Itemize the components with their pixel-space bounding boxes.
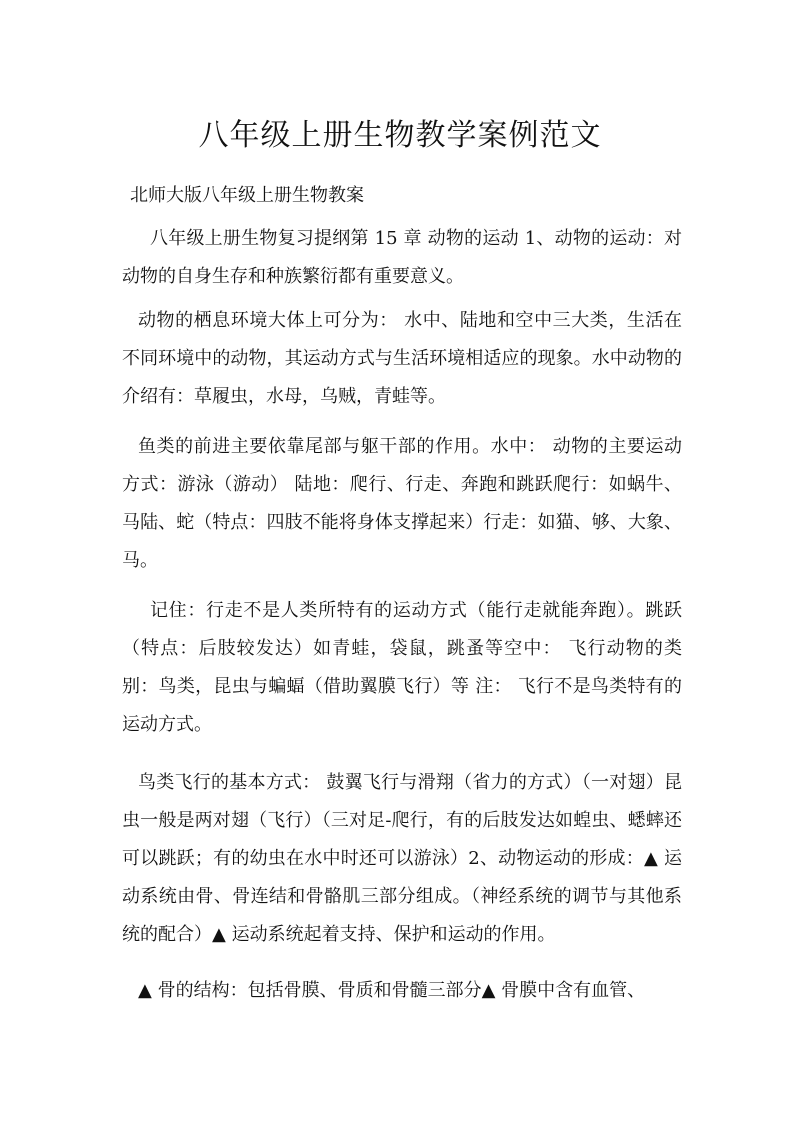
paragraph-1: 八年级上册生物复习提纲第 15 章 动物的运动 1、动物的运动：对动物的自身生存和种族繁衍都有重要意义。: [122, 228, 682, 287]
document-title: 八年级上册生物教学案例范文: [198, 118, 602, 153]
document-subtitle: 北师大版八年级上册生物教案: [130, 185, 364, 206]
paragraph-6: ▲ 骨的结构：包括骨膜、骨质和骨髓三部分▲ 骨膜中含有血管、: [138, 980, 646, 1001]
paragraph-3: 鱼类的前进主要依靠尾部与躯干部的作用。水中： 动物的主要运动方式：游泳（游动） 陆地：爬行、行走、奔跑和跳跃爬行：如蜗牛、马陆、蛇（特点：四肢不能将身体支撑起来）行走：如猫、够、大象、马。: [122, 436, 682, 571]
paragraph-2: 动物的栖息环境大体上可分为： 水中、陆地和空中三大类，生活在不同环境中的动物，其运动方式与生活环境相适应的现象。水中动物的介绍有：草履虫，水母，乌贼，青蛙等。: [122, 310, 682, 407]
paragraph-4: 记住：行走不是人类所特有的运动方式（能行走就能奔跑）。跳跃（特点：后肢较发达）如青蛙，袋鼠，跳蚤等空中： 飞行动物的类别：鸟类，昆虫与蝙蝠（借助翼膜飞行）等 注： 飞行不是鸟类特有的运动方式。: [122, 600, 682, 735]
paragraph-5: 鸟类飞行的基本方式： 鼓翼飞行与滑翔（省力的方式）（一对翅）昆虫一般是两对翅（飞行）（三对足-爬行，有的后肢发达如蝗虫、蟋蟀还可以跳跃；有的幼虫在水中时还可以游泳）2、动物运动的形成：▲ 运动系统由骨、骨连结和骨骼肌三部分组成。（神经系统的调节与其他系统的配合）▲ 运动系统起着支持、保护和运动的作用。: [122, 772, 682, 945]
